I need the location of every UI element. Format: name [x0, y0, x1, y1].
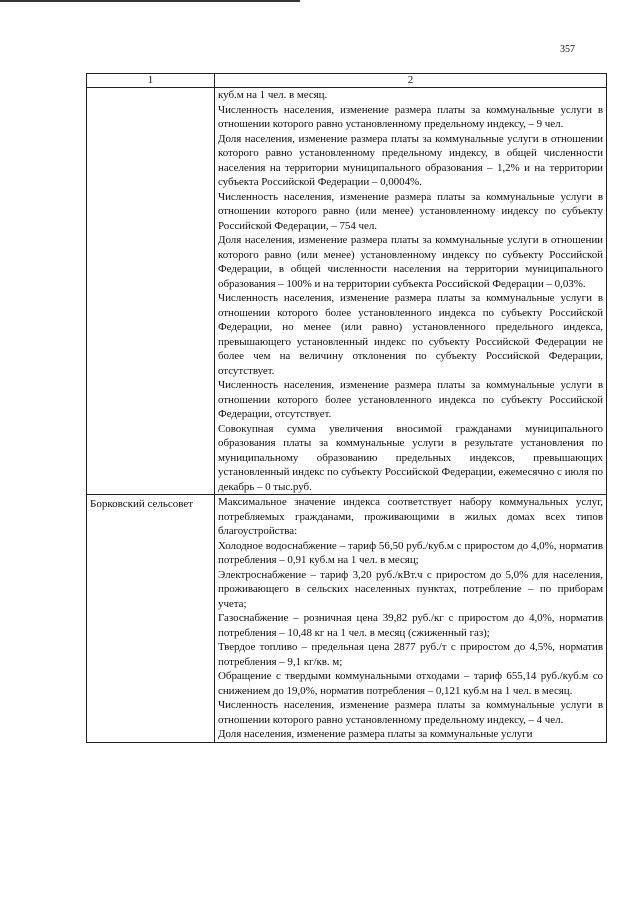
row-text [215, 495, 607, 743]
paragraph: Обращение с твердыми коммунальными отходами – тариф 655,14 руб./куб.м со снижением до 19,0%, норматив потребления – 0,121 куб.м на 1 чел. в месяц. [218, 670, 603, 697]
paragraph: Численность населения, изменение размера платы за коммунальные услуги в отношении которого равно установленному предельному индексу, – 9 чел. [218, 103, 603, 130]
table-row [87, 495, 607, 743]
paragraph: Численность населения, изменение размера платы за коммунальные услуги в отношении которого более установленного индекса по субъекту Российской Федерации, отсутствует. [218, 379, 603, 420]
paragraph: Доля населения, изменение размера платы за коммунальные услуги в отношении которого равно установленному предельному индексу, в общей численности населения на территории муниципального образования – 1,2% и на территории субъекта Российской Федерации – 0,0004%. [218, 132, 603, 188]
paragraph: Холодное водоснабжение – тариф 56,50 руб./куб.м с приростом до 4,0%, норматив потребления – 0,91 куб.м на 1 чел. в месяц; [218, 539, 603, 566]
row-text [215, 88, 607, 495]
paragraph: Максимальное значение индекса соответствует набору коммунальных услуг, потребляемых гражданами, проживающими в жилых домах всех типов благоустройства: [218, 496, 603, 537]
page-number: 357 [560, 44, 575, 55]
column-header-1: 1 [87, 74, 215, 88]
document-table [86, 73, 607, 743]
table-row [87, 88, 607, 495]
municipality-name: Борковский сельсовет [87, 495, 215, 743]
paragraph: Численность населения, изменение размера платы за коммунальные услуги в отношении которого более установленного индекса по субъекту Российской Федерации, но менее (или равно) установленного предельного индекса, превышающего установленный индекс по субъекту Российской Федерации не более чем на величину отклонения по субъекту Российской Федерации, отсутствует. [218, 292, 603, 377]
paragraph: Численность населения, изменение размера платы за коммунальные услуги в отношении которого равно (или менее) установленному индексу по субъекту Российской Федерации, – 754 чел. [218, 190, 603, 232]
table-header-row [87, 74, 607, 88]
paragraph: Доля населения, изменение размера платы за коммунальные услуги в отношении которого равно (или менее) установленному индексу по субъекту Российской Федерации, в общей численности населения на территории муниципального образования – 100% и на территории субъекта Российской Федерации – 0,03%. [218, 234, 603, 290]
paragraph: Электроснабжение – тариф 3,20 руб./кВт.ч с приростом до 5,0% для населения, проживающего в сельских населенных пунктах, потребление – по приборам учета; [218, 568, 603, 610]
paragraph: куб.м на 1 чел. в месяц. [218, 89, 328, 101]
paragraph: Твердое топливо – предельная цена 2877 руб./т с приростом до 4,5%, норматив потребления – 9,1 кг/кв. м; [218, 641, 603, 668]
paragraph: Газоснабжение – розничная цена 39,82 руб./кг с приростом до 4,0%, норматив потребления – 10,48 кг на 1 чел. в месяц (сжиженный газ); [218, 612, 603, 639]
top-rule [0, 0, 300, 2]
paragraph: Совокупная сумма увеличения вносимой гражданами муниципального образования платы за коммунальные услуги в результате установления по муниципальному образованию предельных индексов, превышающих установленный индекс по субъекту Российской Федерации, ежемесячно с июля по декабрь – 0 тыс.руб. [218, 422, 603, 493]
paragraph: Доля населения, изменение размера платы за коммунальные услуги [218, 728, 533, 740]
column-header-2: 2 [215, 74, 607, 88]
municipality-name [87, 88, 215, 495]
paragraph: Численность населения, изменение размера платы за коммунальные услуги в отношении которого равно установленному предельному индексу, – 4 чел. [218, 699, 603, 726]
